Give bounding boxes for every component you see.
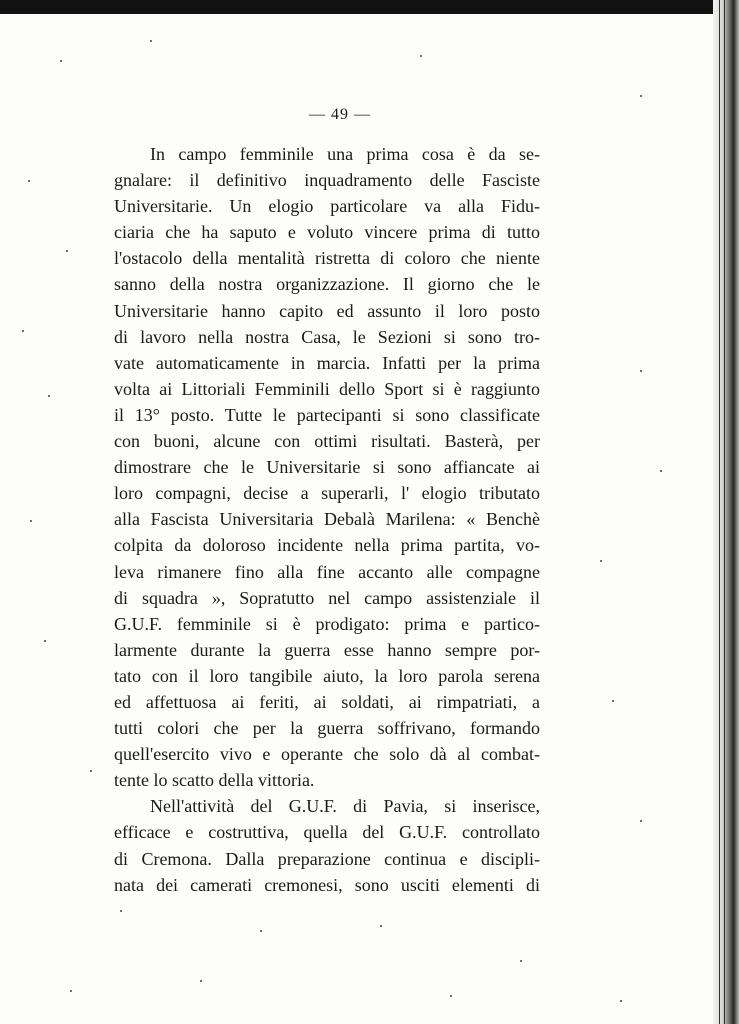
- text-line: vate automaticamente in marcia. Infatti per la prima: [114, 352, 540, 373]
- text-line: dimostrare che le Universitarie si sono affiancate ai: [114, 457, 540, 478]
- text-line: Universitarie. Un elogio particolare va alla Fidu-: [114, 196, 540, 217]
- text-line: larmente durante la guerra esse hanno sempre por-: [114, 639, 540, 660]
- body-text: [114, 141, 540, 898]
- text-line: nata dei camerati cremonesi, sono usciti elementi di: [114, 874, 540, 895]
- text-line: sanno della nostra organizzazione. Il giorno che le: [114, 274, 540, 295]
- text-line: di squadra », Sopratutto nel campo assistenziale il: [114, 587, 540, 608]
- text-line: il 13° posto. Tutte le partecipanti si sono classificate: [114, 404, 540, 425]
- text-line: colpita da doloroso incidente nella prima partita, vo-: [114, 535, 540, 556]
- text-line: G.U.F. femminile si è prodigato: prima e partico-: [114, 613, 540, 634]
- text-line: l'ostacolo della mentalità ristretta di coloro che niente: [114, 248, 540, 269]
- text-line: gnalare: il definitivo inquadramento delle Fasciste: [114, 170, 540, 191]
- text-line: ciaria che ha saputo e voluto vincere prima di tutto: [114, 222, 540, 243]
- text-line: quell'esercito vivo e operante che solo dà al combat-: [114, 744, 540, 765]
- text-line: efficace e costruttiva, quella del G.U.F. controllato: [114, 822, 540, 843]
- text-line: Universitarie hanno capito ed assunto il loro posto: [114, 300, 540, 321]
- text-line: In campo femminile una prima cosa è da se-: [150, 144, 540, 164]
- page-number: — 49 —: [309, 106, 371, 123]
- text-line: con buoni, alcune con ottimi risultati. Basterà, per: [114, 431, 540, 452]
- paragraph: [114, 141, 540, 793]
- text-line: tato con il loro tangibile aiuto, la loro parola serena: [114, 665, 540, 686]
- paragraph: [114, 793, 540, 897]
- text-line: di lavoro nella nostra Casa, le Sezioni si sono tro-: [114, 326, 540, 347]
- text-line: di Cremona. Dalla preparazione continua e discipli-: [114, 848, 540, 869]
- text-line: Nell'attività del G.U.F. di Pavia, si inserisce,: [150, 796, 540, 817]
- text-line: tente lo scatto della vittoria.: [114, 770, 315, 791]
- text-line: loro compagni, decise a superarli, l' elogio tributato: [114, 483, 540, 504]
- text-line: leva rimanere fino alla fine accanto alle compagne: [114, 561, 540, 582]
- scan-top-border: [0, 0, 739, 14]
- text-line: ed affettuosa ai feriti, ai soldati, ai rimpatriati, a: [114, 691, 540, 712]
- text-line: tutti colori che per la guerra soffrivano, formando: [114, 718, 540, 739]
- text-line: alla Fascista Universitaria Debalà Marilena: « Benchè: [114, 509, 540, 530]
- scan-page-edge: [713, 0, 739, 1024]
- text-line: volta ai Littoriali Femminili dello Sport si è raggiunto: [114, 378, 540, 399]
